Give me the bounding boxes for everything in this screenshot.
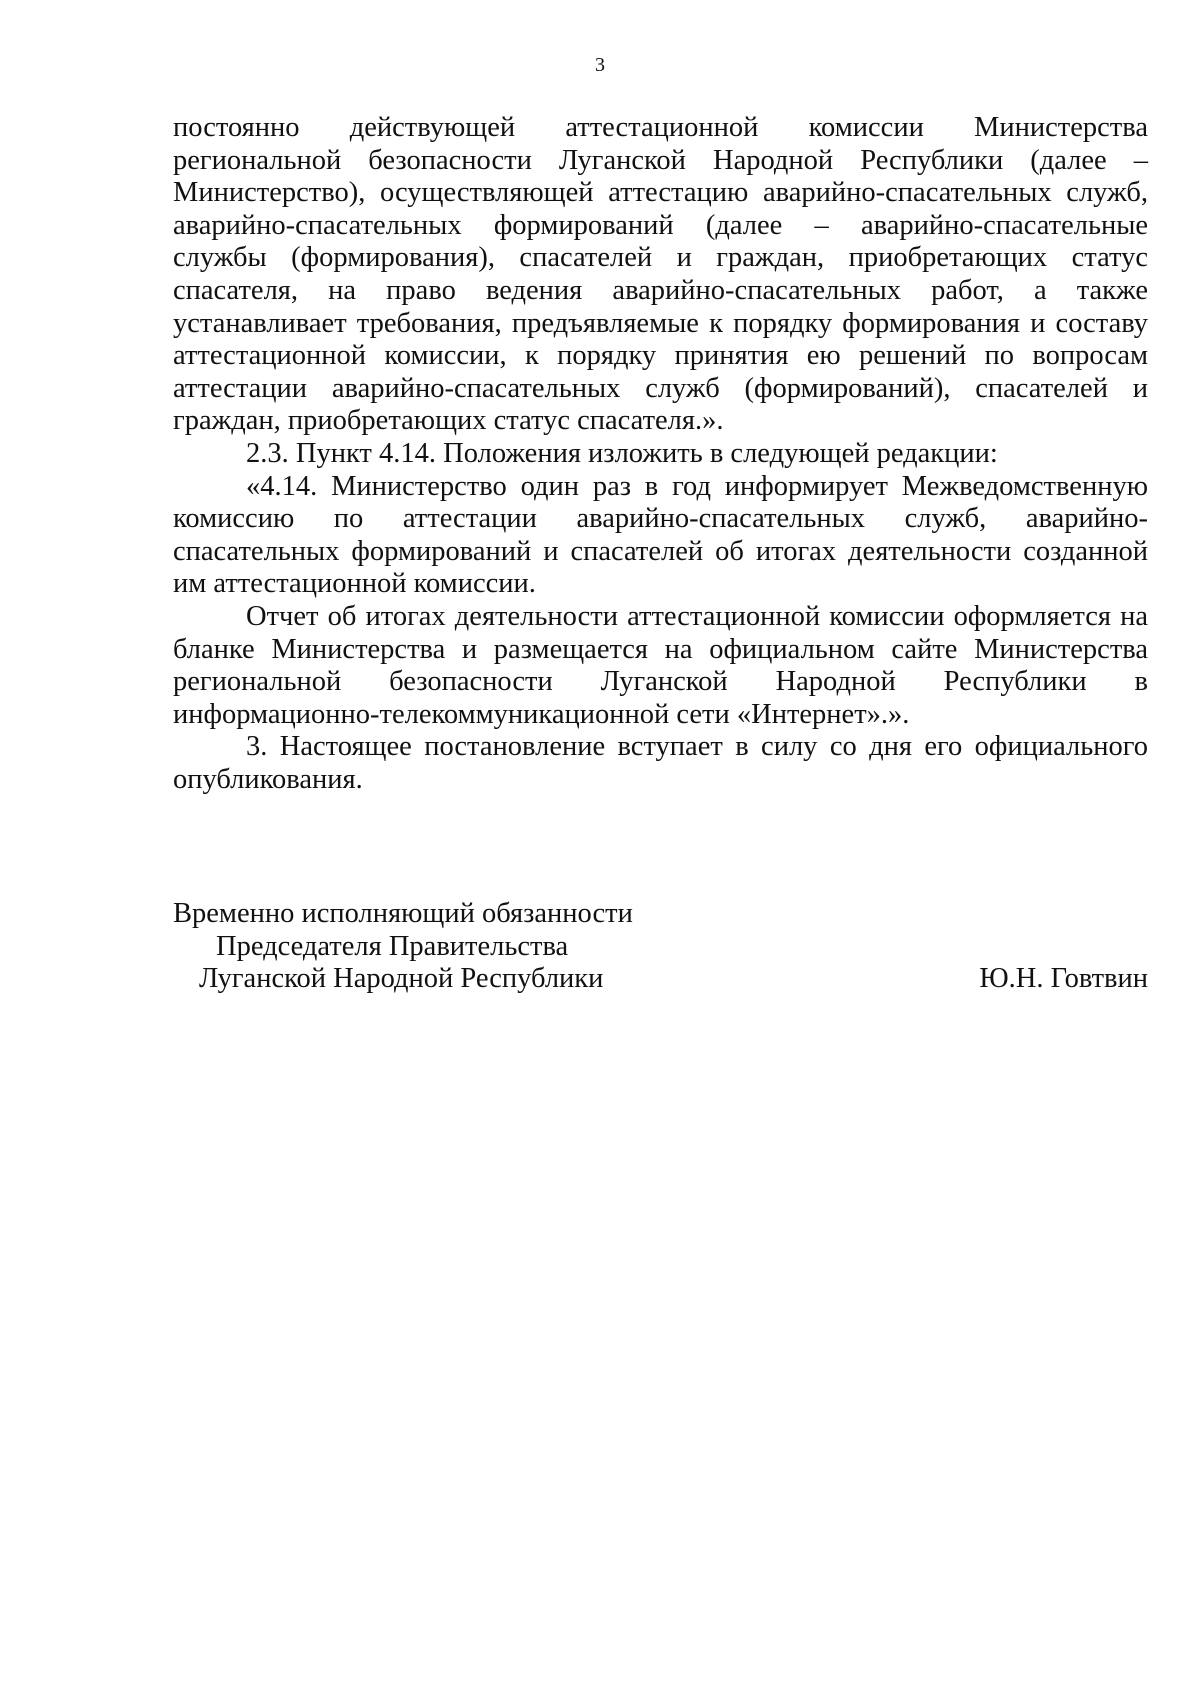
document-body — [173, 112, 1148, 796]
paragraph-item-4-14: «4.14. Министерство один раз в год информирует Межведомственную комиссию по аттестации аварийно-спасательных служб, аварийно-спасательных формирований и спасателей об итогах деятельности созданной им аттестационной комиссии. — [173, 470, 1148, 600]
signatory-name: Ю.Н. Говтвин — [979, 963, 1148, 995]
paragraph-continuation: постоянно действующей аттестационной комиссии Министерства региональной безопасности Луганской Народной Республики (далее – Министерство), осуществляющей аттестацию аварийно-спасательных служб, аварийно-спасательных формирований (далее – аварийно-спасательные службы (формирования), спасателей и граждан, приобретающих статус спасателя, на право ведения аварийно-спасательных работ, а также устанавливает требования, предъявляемые к порядку формирования и составу аттестационной комиссии, к порядку принятия ею решений по вопросам аттестации аварийно-спасательных служб (формирований), спасателей и граждан, приобретающих статус спасателя.». — [173, 112, 1148, 437]
paragraph-report: Отчет об итогах деятельности аттестационной комиссии оформляется на бланке Министерства и размещается на официальном сайте Министерства региональной безопасности Луганской Народной Республики в информационно-телекоммуникационной сети «Интернет».». — [173, 600, 1148, 730]
page-number: 3 — [595, 54, 605, 76]
signature-title-line-2: Председателя Правительства — [216, 930, 569, 962]
paragraph-item-3: 3. Настоящее постановление вступает в силу со дня его официального опубликования. — [173, 731, 1148, 795]
paragraph-item-2-3: 2.3. Пункт 4.14. Положения изложить в следующей редакции: — [246, 437, 998, 469]
signature-title-line-3 — [173, 963, 1148, 996]
signature-block — [173, 898, 1148, 996]
signature-title-line-1: Временно исполняющий обязанности — [173, 898, 633, 929]
signature-title-line-3-text: Луганской Народной Республики — [199, 963, 604, 995]
